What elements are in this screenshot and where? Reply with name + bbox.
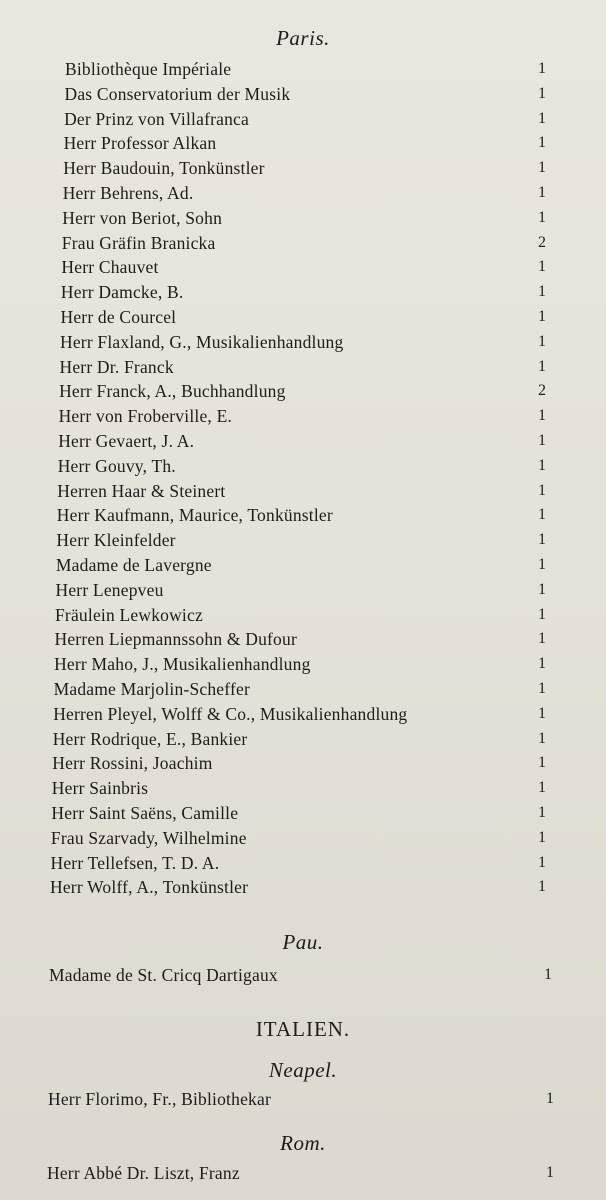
list-item <box>64 107 600 131</box>
copy-count: 1 <box>538 208 547 226</box>
subscriber-name: Herr Gouvy, Th. <box>57 455 176 476</box>
subscriber-name: Herr Maho, J., Musikalienhandlung <box>54 654 311 675</box>
subscriber-name: Herr Kaufmann, Maurice, Tonkünstler <box>56 505 333 526</box>
subscriber-name: Herr Abbé Dr. Liszt, Franz <box>47 1163 240 1183</box>
list-item <box>65 57 600 81</box>
subscriber-name: Madame de Lavergne <box>55 555 212 575</box>
subscriber-name: Der Prinz von Villafranca <box>64 108 249 129</box>
copy-count: 1 <box>538 60 546 77</box>
copy-count: 1 <box>538 580 547 598</box>
copy-count: 1 <box>538 332 546 350</box>
list-item <box>52 776 600 800</box>
list-item <box>57 479 600 503</box>
copy-count: 1 <box>537 184 546 201</box>
subscriber-name: Herr Flaxland, G., Musikalienhandlung <box>60 331 344 352</box>
section-heading-rom: Rom. <box>280 1131 326 1155</box>
copy-count: 1 <box>537 779 546 797</box>
subscriber-name: Das Conservatorium der Musik <box>64 83 291 104</box>
list-item <box>51 851 601 875</box>
list-item <box>47 1161 600 1185</box>
copy-count: 2 <box>538 382 546 400</box>
subscriber-name: Herr Kleinfelder <box>56 530 176 551</box>
section-heading-pau: Pau. <box>282 930 324 954</box>
copy-count: 1 <box>537 283 546 301</box>
list-item <box>58 454 600 478</box>
list-item <box>63 181 600 205</box>
list-item <box>59 379 600 403</box>
copy-count: 1 <box>537 456 546 474</box>
copy-count: 1 <box>537 407 546 425</box>
list-item <box>61 305 601 329</box>
copy-count: 1 <box>538 655 546 673</box>
copy-count: 1 <box>538 308 547 325</box>
list-item <box>49 963 600 987</box>
subscriber-name: Herr von Froberville, E. <box>58 406 233 427</box>
subscriber-name: Herr Baudouin, Tonkünstler <box>63 158 265 179</box>
copy-count: 1 <box>538 853 547 871</box>
copy-count: 1 <box>538 109 546 127</box>
subscriber-name: Herr Dr. Franck <box>59 356 174 377</box>
list-item <box>54 677 600 701</box>
subscriber-name: Frau Gräfin Branicka <box>61 232 216 253</box>
subscriber-name: Herren Liepmannssohn & Dufour <box>54 629 297 650</box>
list-item <box>64 131 600 155</box>
copy-count: 1 <box>546 1164 554 1181</box>
list-item <box>54 652 600 676</box>
list-item <box>56 528 600 552</box>
copy-count: 1 <box>544 966 552 983</box>
list-item <box>56 553 600 577</box>
section-heading-neapel: Neapel. <box>268 1058 338 1082</box>
subscriber-name: Herr de Courcel <box>60 307 177 327</box>
list-item <box>51 801 600 825</box>
copy-count: 1 <box>538 159 546 177</box>
copy-count: 1 <box>537 506 546 524</box>
list-item <box>50 875 600 899</box>
copy-count: 1 <box>538 878 546 896</box>
list-item <box>59 404 600 428</box>
copy-count: 1 <box>538 481 547 499</box>
copy-count: 1 <box>537 357 546 375</box>
subscriber-name: Madame Marjolin-Scheffer <box>53 679 251 699</box>
subscriber-name: Fräulein Lewkowicz <box>55 604 203 625</box>
subscriber-name: Herr Sainbris <box>51 778 149 799</box>
section-heading-paris: Paris. <box>276 26 330 50</box>
list-item <box>53 702 600 726</box>
list-item <box>55 603 600 627</box>
copy-count: 1 <box>537 680 546 697</box>
subscriber-name: Herr Rossini, Joachim <box>52 753 213 774</box>
subscriber-name: Herr Damcke, B. <box>60 282 184 303</box>
copy-count: 1 <box>538 754 547 772</box>
list-item <box>51 826 600 850</box>
subscriber-name: Herren Haar & Steinert <box>57 480 226 501</box>
list-item <box>53 727 600 751</box>
list-item <box>61 280 600 304</box>
list-item <box>62 206 600 230</box>
copy-count: 1 <box>537 556 546 573</box>
subscriber-name: Bibliothèque Impériale <box>65 59 232 79</box>
copy-count: 1 <box>538 258 547 276</box>
subscriber-name: Herr von Beriot, Sohn <box>62 207 223 228</box>
subscriber-name: Frau Szarvady, Wilhelmine <box>50 827 247 848</box>
list-item <box>60 330 600 354</box>
list-item <box>48 1087 600 1111</box>
subscriber-name: Herr Professor Alkan <box>63 133 217 154</box>
subscriber-name: Herr Florimo, Fr., Bibliothekar <box>48 1089 271 1109</box>
list-item <box>61 255 600 279</box>
copy-count: 1 <box>538 605 546 623</box>
subscriber-name: Herr Chauvet <box>61 257 159 278</box>
copy-count: 1 <box>538 804 547 821</box>
copy-count: 1 <box>537 729 546 747</box>
subscriber-name: Herr Lenepveu <box>55 579 164 600</box>
subscriber-name: Herr Behrens, Ad. <box>62 183 194 203</box>
copy-count: 1 <box>546 1090 554 1107</box>
list-item <box>65 82 600 106</box>
copy-count: 1 <box>538 531 547 549</box>
list-item <box>52 751 600 775</box>
list-item <box>62 231 600 255</box>
copy-count: 1 <box>537 828 546 846</box>
list-item <box>60 355 600 379</box>
section-heading-italien: ITALIEN. <box>255 1017 351 1041</box>
subscriber-name: Herr Saint Saëns, Camille <box>51 803 239 823</box>
subscriber-name: Herr Franck, A., Buchhandlung <box>59 381 286 402</box>
subscriber-name: Herren Pleyel, Wolff & Co., Musikalienhandlung <box>53 703 408 724</box>
copy-count: 1 <box>538 432 546 449</box>
list-item <box>55 627 600 651</box>
subscriber-name: Madame de St. Cricq Dartigaux <box>49 965 278 985</box>
subscriber-name: Herr Wolff, A., Tonkünstler <box>50 877 249 898</box>
copy-count: 1 <box>537 630 546 648</box>
list-item <box>57 503 600 527</box>
copy-count: 1 <box>538 704 546 722</box>
copy-count: 2 <box>537 233 546 251</box>
list-item <box>63 156 600 180</box>
copy-count: 1 <box>537 84 546 102</box>
list-item <box>56 578 601 602</box>
copy-count: 1 <box>537 134 546 152</box>
subscriber-name: Herr Gevaert, J. A. <box>58 431 195 451</box>
subscriber-name: Herr Tellefsen, T. D. A. <box>50 852 220 873</box>
subscriber-name: Herr Rodrique, E., Bankier <box>52 728 248 749</box>
list-item <box>58 429 600 453</box>
